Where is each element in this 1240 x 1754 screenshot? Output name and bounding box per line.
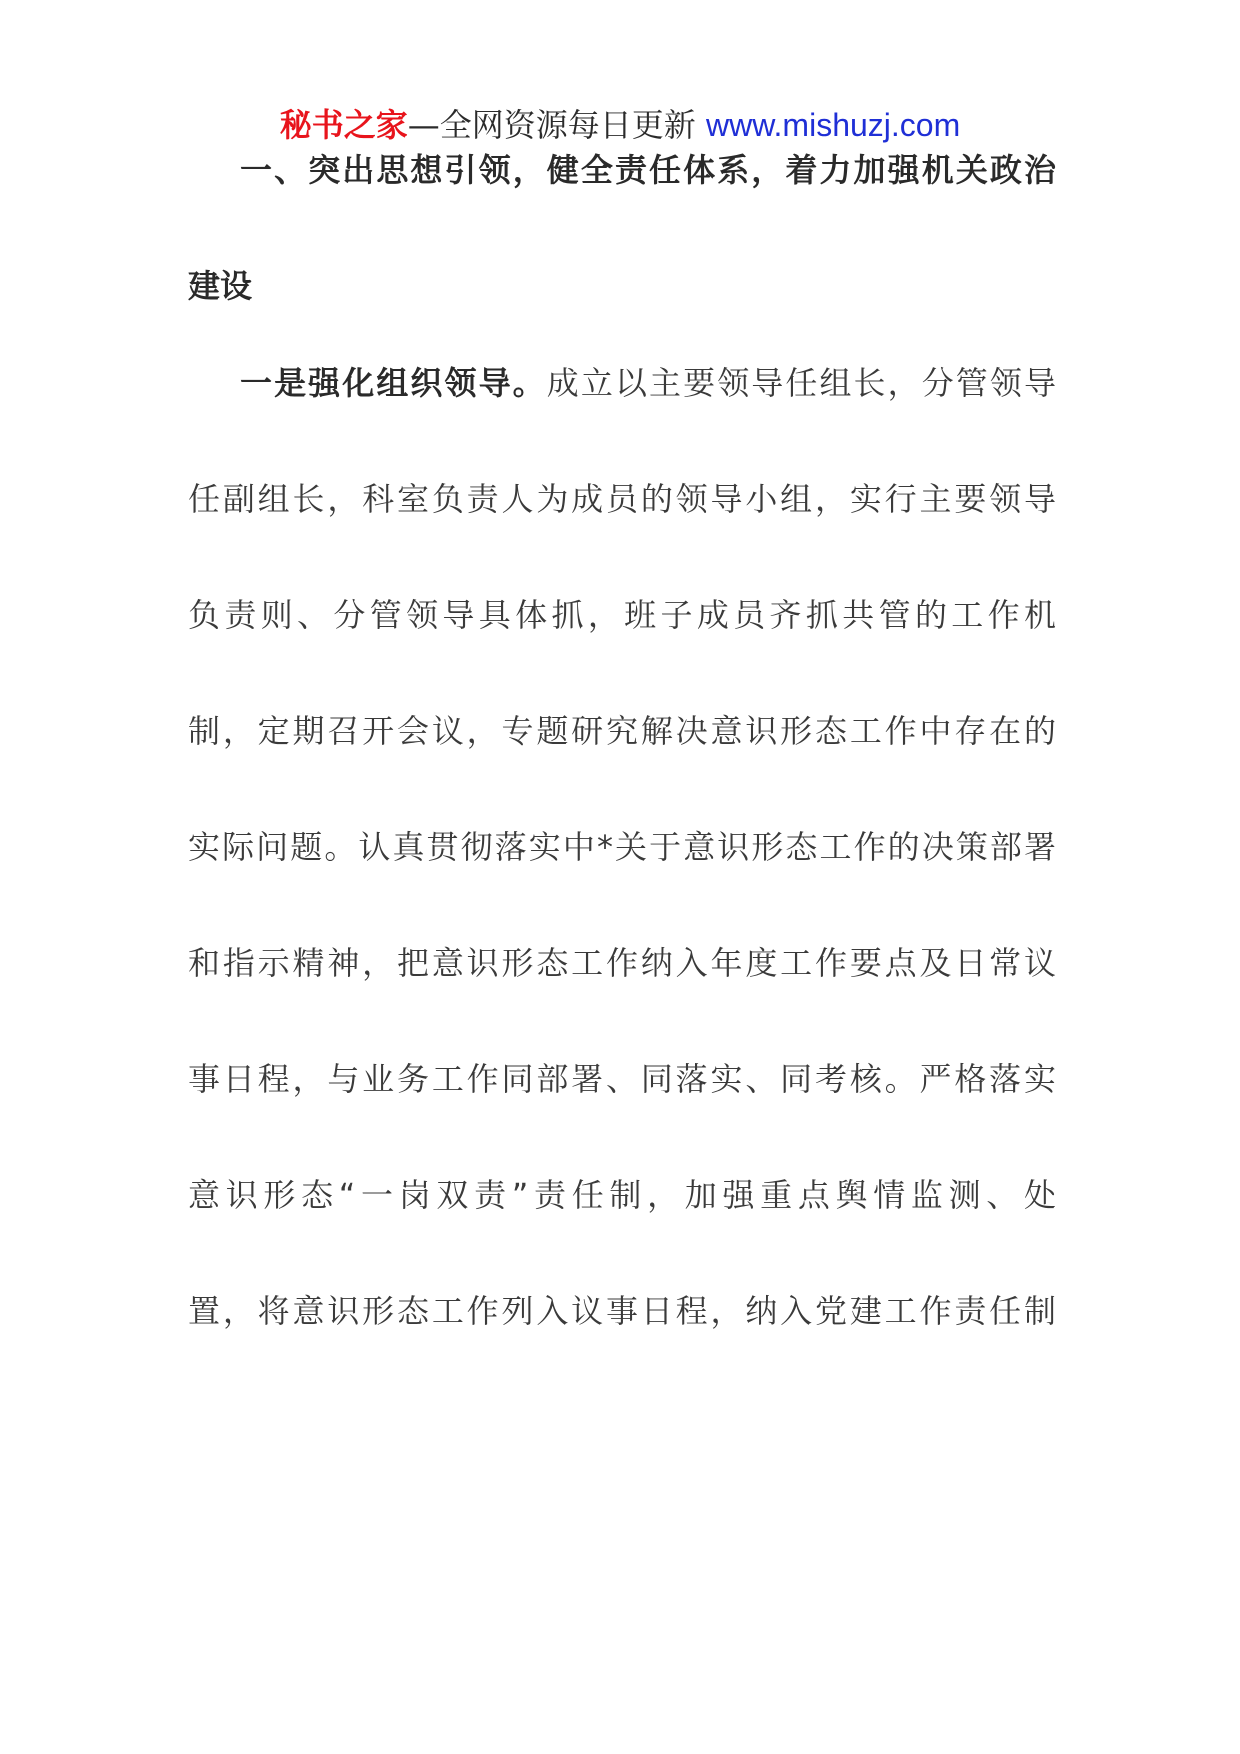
paragraph-line: 事日程，与业务工作同部署、同落实、同考核。严格落实 — [188, 1060, 1056, 1098]
paragraph-line: 负责则、分管领导具体抓，班子成员齐抓共管的工作机 — [188, 596, 1056, 634]
header-slogan: —全网资源每日更新 — [407, 106, 706, 144]
section-heading-line-2: 建设 — [188, 267, 253, 305]
paragraph-lead: 一是强化组织领导。 — [240, 364, 547, 402]
header-url-link[interactable]: www.mishuzj.com — [705, 107, 961, 143]
section-heading-line-1: 一、突出思想引领，健全责任体系，着力加强机关政治 — [240, 151, 1056, 189]
paragraph-line: 和指示精神，把意识形态工作纳入年度工作要点及日常议 — [188, 944, 1056, 982]
site-header — [0, 100, 1240, 150]
paragraph-first-line-text: 成立以主要领导任组长，分管领导 — [546, 364, 1056, 402]
paragraph-line: 任副组长，科室负责人为成员的领导小组，实行主要领导 — [188, 480, 1056, 518]
paragraph-first-line — [188, 358, 1056, 408]
paragraph-line: 意识形态“一岗双责”责任制，加强重点舆情监测、处 — [188, 1176, 1056, 1214]
paragraph-line: 制，定期召开会议，专题研究解决意识形态工作中存在的 — [188, 712, 1056, 750]
paragraph-line: 实际问题。认真贯彻落实中*关于意识形态工作的决策部署 — [188, 828, 1056, 866]
paragraph-line: 置，将意识形态工作列入议事日程，纳入党建工作责任制 — [188, 1292, 1056, 1330]
header-brand: 秘书之家 — [279, 106, 408, 144]
